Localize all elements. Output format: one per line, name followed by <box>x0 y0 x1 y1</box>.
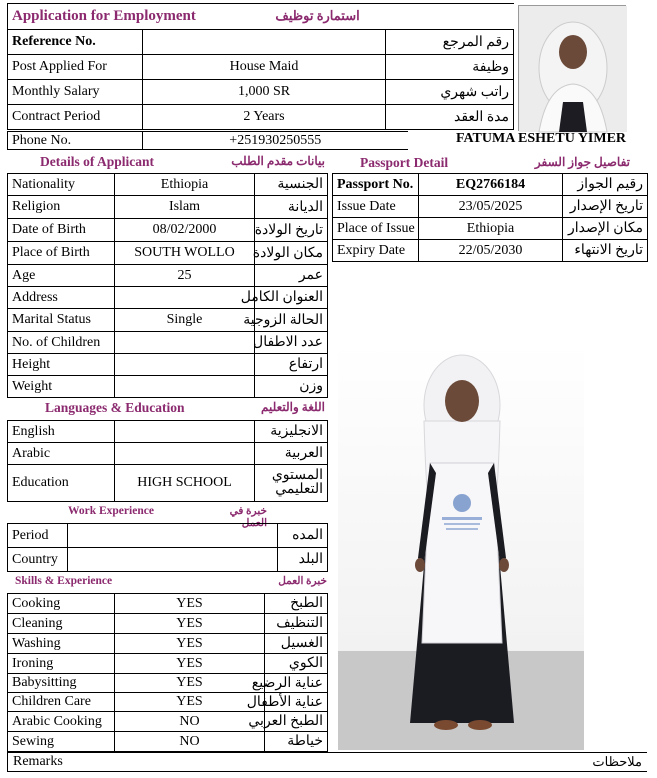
row-value: YES <box>115 693 265 712</box>
row-label-ar: الغسيل <box>265 634 328 654</box>
passport-number: EQ2766184 <box>419 174 563 196</box>
row-label: Passport No. <box>333 174 419 196</box>
row-value: Single <box>115 309 255 332</box>
header-row <box>8 55 514 80</box>
row-label-ar: الانجليزية <box>255 421 328 443</box>
work-section-title-ar: خبرة في العمل <box>229 506 267 529</box>
row-label: Period <box>8 524 68 548</box>
salary-label: Monthly Salary <box>8 80 143 105</box>
row-label-ar: الكوي <box>265 654 328 674</box>
row-value: YES <box>115 634 265 654</box>
row-value: 08/02/2000 <box>115 219 255 242</box>
phone-table <box>7 131 408 150</box>
post-value: House Maid <box>143 55 386 80</box>
table-row <box>8 354 328 376</box>
passport-details-table <box>332 173 648 262</box>
table-row <box>333 196 648 218</box>
table-row <box>8 376 328 398</box>
table-row <box>8 219 328 242</box>
row-label: No. of Children <box>8 332 115 354</box>
row-label: Washing <box>8 634 115 654</box>
row-label-ar: مكان الولادة <box>255 242 328 265</box>
row-label-ar: الطبخ <box>265 594 328 614</box>
phone-label: Phone No. <box>8 132 143 150</box>
table-row <box>8 265 328 287</box>
reference-value <box>143 30 386 55</box>
remarks-label-ar: ملاحظات <box>592 754 642 769</box>
passport-section-title-ar: تفاصيل جواز السفر <box>534 155 630 169</box>
table-row <box>8 332 328 354</box>
table-row <box>8 614 328 634</box>
row-value <box>115 354 255 376</box>
table-row <box>333 218 648 240</box>
row-label-ar: المده <box>278 524 328 548</box>
table-row <box>8 693 328 712</box>
table-row <box>8 654 328 674</box>
header-row <box>8 105 514 130</box>
table-row <box>8 443 328 465</box>
row-value: YES <box>115 674 265 693</box>
applicant-full-body-photo <box>338 343 584 750</box>
skills-section-title: Skills & Experience <box>15 575 113 587</box>
table-row <box>8 732 328 752</box>
languages-table <box>7 420 328 502</box>
row-label: Education <box>8 465 115 502</box>
row-label-ar: الجنسية <box>255 174 328 196</box>
table-row <box>333 240 648 262</box>
row-label-ar: عدد الاطفال <box>255 332 328 354</box>
row-label-ar: رقيم الجواز <box>563 174 648 196</box>
table-row <box>333 174 648 196</box>
row-label: Place of Issue <box>333 218 419 240</box>
table-row <box>8 594 328 614</box>
row-label-ar: تاريخ الإصدار <box>563 196 648 218</box>
row-label: Cleaning <box>8 614 115 634</box>
row-value: Islam <box>115 196 255 219</box>
table-row <box>8 174 328 196</box>
row-value: NO <box>115 712 265 732</box>
applicant-section-title: Details of Applicant <box>40 154 155 169</box>
row-label-ar: التنظيف <box>265 614 328 634</box>
row-value: Ethiopia <box>419 218 563 240</box>
row-label: Marital Status <box>8 309 115 332</box>
application-title-ar: استمارة توظيف <box>275 8 360 23</box>
employment-header-table <box>7 3 514 130</box>
row-value: YES <box>115 594 265 614</box>
row-value: 23/05/2025 <box>419 196 563 218</box>
row-label-ar: خياطة <box>265 732 328 752</box>
table-row <box>8 712 328 732</box>
row-label-ar: الحالة الزوجية <box>255 309 328 332</box>
row-value: NO <box>115 732 265 752</box>
row-label-ar: وزن <box>255 376 328 398</box>
row-value <box>68 548 278 572</box>
header-row <box>8 80 514 105</box>
row-label: Arabic <box>8 443 115 465</box>
row-label-ar: الطبخ العربي <box>265 712 328 732</box>
row-value <box>115 376 255 398</box>
row-value: 22/05/2030 <box>419 240 563 262</box>
phone-value: +251930250555 <box>143 132 408 150</box>
row-label-ar: العنوان الكامل <box>255 287 328 309</box>
row-label: Cooking <box>8 594 115 614</box>
table-row <box>8 465 328 502</box>
row-label-ar: المستوي التعليمي <box>255 465 328 502</box>
row-label-ar: عناية الأطفال <box>265 693 328 712</box>
remarks-label: Remarks <box>13 754 63 769</box>
salary-value: 1,000 SR <box>143 80 386 105</box>
work-section-title: Work Experience <box>68 505 154 517</box>
table-row <box>8 196 328 219</box>
row-label: Issue Date <box>333 196 419 218</box>
reference-label: Reference No. <box>8 30 143 55</box>
remarks-row <box>7 752 647 772</box>
contract-label: Contract Period <box>8 105 143 130</box>
row-label-ar: مكان الإصدار <box>563 218 648 240</box>
contract-value: 2 Years <box>143 105 386 130</box>
row-value <box>115 332 255 354</box>
post-label: Post Applied For <box>8 55 143 80</box>
row-label-ar: تاريخ الولادة <box>255 219 328 242</box>
row-label: Age <box>8 265 115 287</box>
applicant-portrait-photo <box>518 5 626 131</box>
row-value: YES <box>115 614 265 634</box>
skills-section-title-ar: خبرة العمل <box>278 576 327 587</box>
skills-table <box>7 593 328 752</box>
applicant-name: FATUMA ESHETU YIMER <box>455 131 627 146</box>
row-value <box>68 524 278 548</box>
row-value: 25 <box>115 265 255 287</box>
contract-label-ar: مدة العقد <box>386 105 514 130</box>
row-label: Babysitting <box>8 674 115 693</box>
row-label: Children Care <box>8 693 115 712</box>
row-label: Religion <box>8 196 115 219</box>
row-label-ar: عناية الرضيع <box>265 674 328 693</box>
applicant-details-table <box>7 173 328 398</box>
work-table <box>7 523 328 572</box>
row-value: Ethiopia <box>115 174 255 196</box>
row-label: Country <box>8 548 68 572</box>
row-label: Height <box>8 354 115 376</box>
salary-label-ar: راتب شهري <box>386 80 514 105</box>
languages-section-title-ar: اللغة والتعليم <box>261 400 325 414</box>
row-label: Nationality <box>8 174 115 196</box>
languages-section-title: Languages & Education <box>45 400 185 415</box>
row-label-ar: تاريخ الانتهاء <box>563 240 648 262</box>
row-value: SOUTH WOLLO <box>115 242 255 265</box>
row-label-ar: ارتفاع <box>255 354 328 376</box>
row-value: HIGH SCHOOL <box>115 465 255 502</box>
table-row <box>8 674 328 693</box>
row-label: Address <box>8 287 115 309</box>
row-value: YES <box>115 654 265 674</box>
row-label-ar: الديانة <box>255 196 328 219</box>
passport-section-title: Passport Detail <box>360 155 449 170</box>
table-row <box>8 309 328 332</box>
row-value <box>115 287 255 309</box>
row-label: Sewing <box>8 732 115 752</box>
row-label-ar: العربية <box>255 443 328 465</box>
row-label: Weight <box>8 376 115 398</box>
row-label: Ironing <box>8 654 115 674</box>
table-row <box>8 242 328 265</box>
table-row <box>8 524 328 548</box>
row-value <box>115 421 255 443</box>
header-row <box>8 30 514 55</box>
applicant-section-title-ar: بيانات مقدم الطلب <box>231 154 325 168</box>
row-label: Expiry Date <box>333 240 419 262</box>
row-value <box>115 443 255 465</box>
table-row <box>8 548 328 572</box>
row-label: Place of Birth <box>8 242 115 265</box>
row-label-ar: البلد <box>278 548 328 572</box>
table-row <box>8 634 328 654</box>
application-title: Application for Employment <box>12 8 196 24</box>
row-label-ar: عمر <box>255 265 328 287</box>
row-label: Date of Birth <box>8 219 115 242</box>
post-label-ar: وظيفة <box>386 55 514 80</box>
row-label: English <box>8 421 115 443</box>
table-row <box>8 421 328 443</box>
reference-label-ar: رقم المرجع <box>386 30 514 55</box>
table-row <box>8 287 328 309</box>
row-label: Arabic Cooking <box>8 712 115 732</box>
